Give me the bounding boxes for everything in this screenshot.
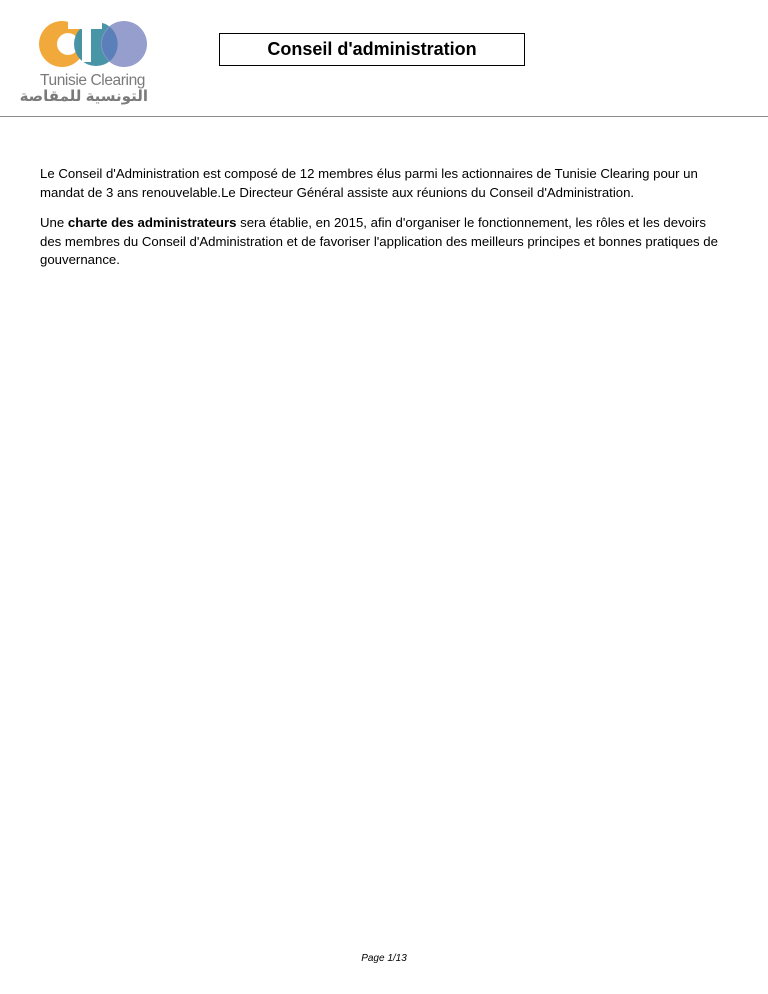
logo-arabic-text: التونسية للمقاصة bbox=[19, 88, 148, 105]
header-divider bbox=[0, 116, 768, 117]
logo-circles-icon bbox=[38, 16, 154, 72]
tunisie-clearing-logo bbox=[19, 16, 154, 108]
charter-emphasis: charte des administrateurs bbox=[67, 215, 237, 230]
logo-latin-text: Tunisie Clearing bbox=[40, 72, 146, 89]
paragraph-charter-suffix: sera établie, en 2015, afin d'organiser le fonctionnement, les rôles et les devoirs des membres du Conseil d'Administration et de favoriser l'application des meilleurs principes et bonnes pratiques de gouvernance. bbox=[40, 215, 718, 267]
document-body bbox=[40, 165, 730, 282]
page-number: Page 1/13 bbox=[361, 953, 407, 964]
logo-t-bar bbox=[68, 22, 102, 29]
paragraph-charter bbox=[40, 214, 730, 270]
page-title: Conseil d'administration bbox=[219, 33, 525, 66]
paragraph-composition: Le Conseil d'Administration est composé de 12 membres élus parmi les actionnaires de Tunisie Clearing pour un mandat de 3 ans renouvelable.Le Directeur Général assiste aux réunions du Conseil d'Administration. bbox=[40, 166, 698, 200]
paragraph-charter-prefix: Une bbox=[40, 215, 68, 230]
